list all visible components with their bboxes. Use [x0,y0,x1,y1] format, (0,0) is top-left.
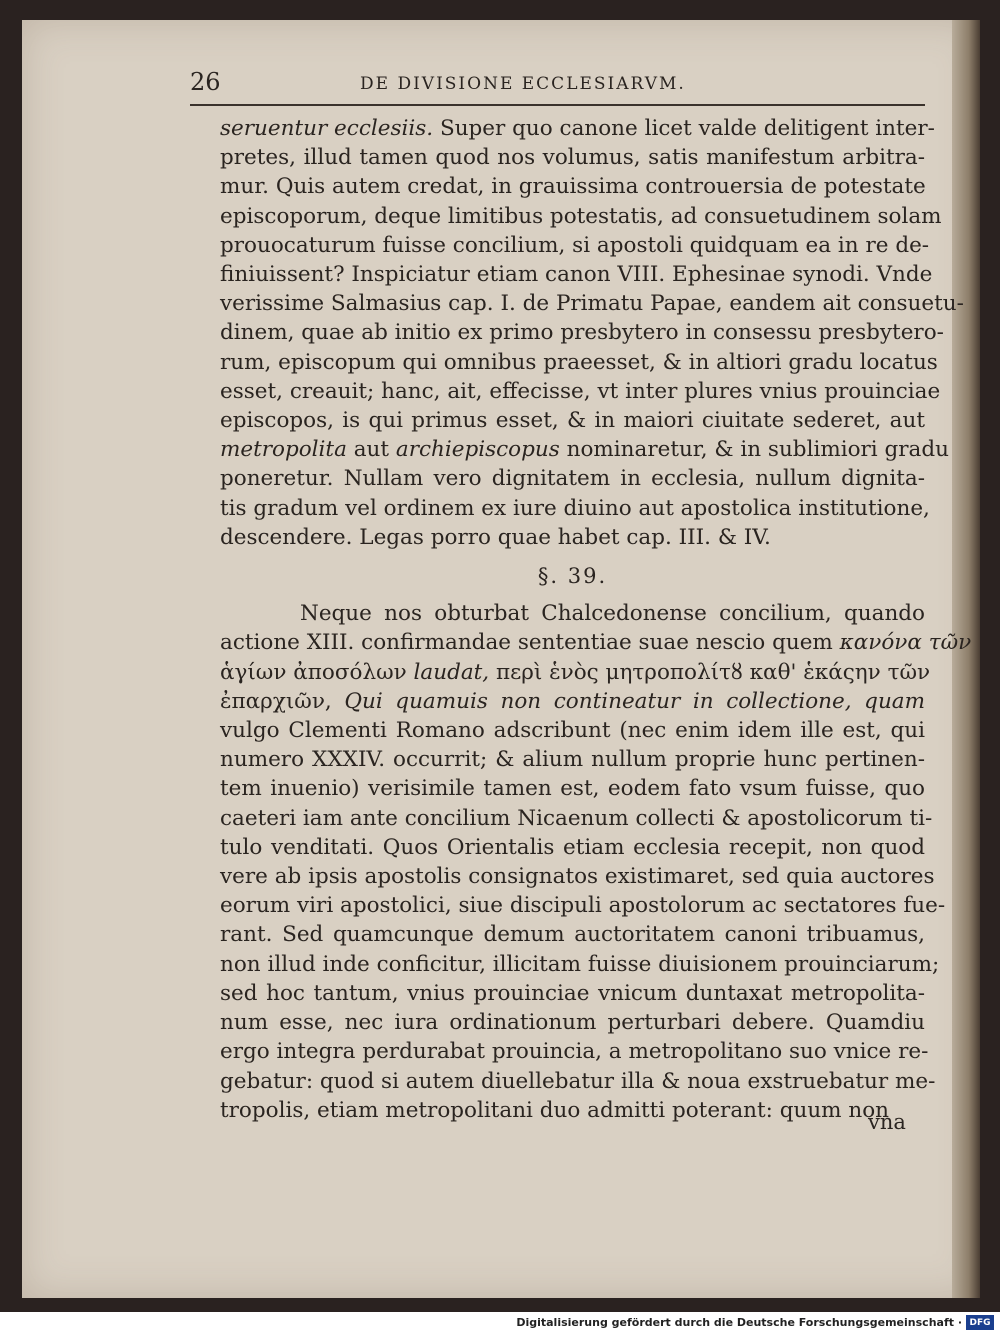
text-line [220,804,933,833]
main-text [220,114,972,1125]
text-line [220,202,942,231]
text-segment: aut [346,437,396,463]
footer-credit: Digitalisierung gefördert durch die Deutsche Forschungsgemeinschaft · [516,1316,962,1329]
text-segment: περὶ ἑνὸς μητροπολίτȣ καθ' ἑκάςην τῶν [495,659,931,685]
dfg-logo: DFG [966,1315,994,1330]
text-segment: finiuissent? Inspiciatur etiam canon VIII. Ephesinae synodi. Vnde [220,262,933,288]
text-segment: gebatur: quod si autem diuellebatur illa & noua exstruebatur me- [220,1068,936,1094]
text-line [220,950,940,979]
text-segment: non illud inde conficitur, illicitam fuisse diuisionem prouinciarum; [220,951,940,977]
italic-phrase: metropolita [220,437,347,463]
text-line [220,891,946,920]
text-line [220,289,964,318]
text-line [220,628,972,657]
text-segment: vere ab ipsis apostolis consignatos existimaret, sed quia auctores [220,864,935,890]
text-line [220,1067,936,1096]
text-segment: rum, episcopum qui omnibus praeesset, & in altiori gradu locatus [220,349,938,375]
header-rule [190,104,925,106]
text-line [220,774,925,803]
text-segment: sed hoc tantum, vnius prouinciae vnicum duntaxat metropolita- [220,980,925,1006]
text-line [220,1008,925,1037]
text-line [220,406,925,435]
text-segment: descendere. Legas porro quae habet cap. III. & IV. [220,524,771,550]
text-segment: tis gradum vel ordinem ex iure diuino aut apostolica institutione, [220,495,930,521]
text-segment: actione XIII. confirmandae sententiae suae nescio quem [220,630,840,656]
text-line [220,435,949,464]
text-segment: num esse, nec iura ordinationum perturbari debere. Quamdiu [220,1010,925,1036]
text-line [220,599,925,628]
text-segment: ἁγίων ἀποσόλων [220,659,407,685]
text-segment: ἐπαρχιῶν, [220,688,332,714]
running-title: DE DIVISIONE ECCLESIARVM. [360,74,686,94]
text-line [220,143,925,172]
text-line [220,494,930,523]
text-segment: tem inuenio) verisimile tamen est, eodem fato vsum fuisse, quo [220,776,925,802]
text-line [220,862,935,891]
text-line [220,716,925,745]
text-segment: verissime Salmasius cap. I. de Primatu Papae, eandem ait consuetu- [220,291,964,317]
text-line [220,114,935,143]
text-segment: prouocaturum fuisse concilium, si apostoli quidquam ea in re de- [220,232,930,258]
text-line [220,318,944,347]
catchword: vna [868,1110,906,1134]
paragraph-2 [220,599,972,1125]
text-segment: eorum viri apostolici, siue discipuli apostolorum ac sectatores fue- [220,893,946,919]
text-line [220,1037,929,1066]
page-spine-edge [952,20,980,1298]
text-line [220,348,938,377]
italic-phrase: laudat, [406,659,496,685]
text-line [220,920,925,949]
page-header [190,52,925,100]
section-mark: §. 39. [537,564,608,589]
text-line [220,833,925,862]
text-line [220,658,931,687]
italic-phrase: seruentur ecclesiis. [220,116,434,141]
text-segment: poneretur. Nullam vero dignitatem in ecclesia, nullum dignita- [220,466,925,492]
page-number: 26 [190,68,221,96]
text-segment: Super quo canone licet valde delitigent inter- [433,116,935,141]
text-segment: dinem, quae ab initio ex primo presbytero in consessu presbytero- [220,320,944,346]
text-segment: tropolis, etiam metropolitani duo admitti poterant: quum non [220,1097,890,1123]
text-line [220,464,925,493]
italic-phrase: κανόνα τῶν [839,630,972,656]
text-segment: ergo integra perdurabat prouincia, a metropolitano suo vnice re- [220,1039,929,1065]
text-segment: Neque nos obturbat Chalcedonense concilium, quando [300,601,925,627]
text-line [220,523,925,552]
text-segment: rant. Sed quamcunque demum auctoritatem canoni tribuamus, [220,922,925,948]
text-segment: numero XXXIV. occurrit; & alium nullum proprie hunc pertinen- [220,747,925,773]
text-segment: tulo venditati. Quos Orientalis etiam ecclesia recepit, non quod [220,834,925,860]
text-line [220,979,925,1008]
footer-bar [0,1312,1000,1334]
text-line [220,260,933,289]
text-segment: mur. Quis autem credat, in grauissima controuersia de potestate [220,174,926,200]
paragraph-1 [220,114,964,552]
text-line [220,687,925,716]
text-segment: esset, creauit; hanc, ait, effecisse, vt inter plures vnius prouinciae [220,378,941,404]
text-line [220,231,930,260]
italic-phrase: archiepiscopus [395,437,560,463]
text-segment: pretes, illud tamen quod nos volumus, satis manifestum arbitra- [220,145,925,171]
text-segment: episcoporum, deque limitibus potestatis, ad consuetudinem solam [220,203,942,229]
text-line [220,1096,925,1125]
text-line [220,377,941,406]
text-segment: vulgo Clementi Romano adscribunt (nec enim idem ille est, qui [220,718,925,744]
text-segment: nominaretur, & in sublimiori gradu [559,437,949,463]
text-line [220,172,925,201]
text-line [220,745,925,774]
text-segment: caeteri iam ante concilium Nicaenum collecti & apostolicorum ti- [220,805,933,831]
text-segment: episcopos, is qui primus esset, & in maiori ciuitate sederet, aut [220,408,925,434]
italic-phrase: Qui quamuis non contineatur in collectione, quam [331,688,925,714]
